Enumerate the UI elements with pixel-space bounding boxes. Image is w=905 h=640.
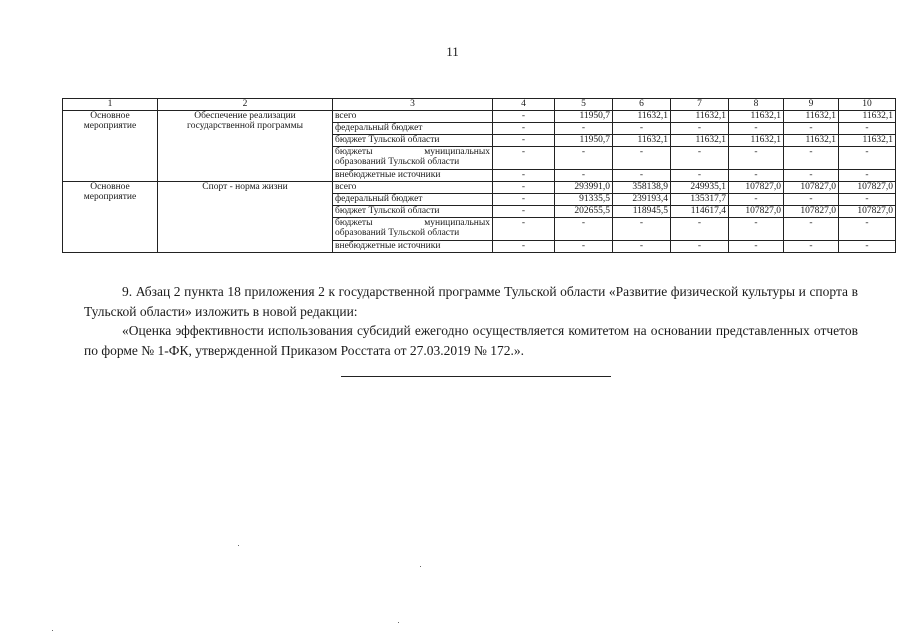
amount-cell: - xyxy=(784,193,839,205)
amount-cell: 11632,1 xyxy=(729,134,784,146)
column-4-cell: - xyxy=(493,205,555,217)
activity-name-cell: Обеспечение реализации государственной программы xyxy=(158,110,333,181)
amount-cell: 107827,0 xyxy=(839,205,896,217)
scan-speck xyxy=(420,566,421,567)
column-4-cell: - xyxy=(493,181,555,193)
column-header: 3 xyxy=(333,99,493,111)
column-header: 2 xyxy=(158,99,333,111)
funding-source-cell: бюджеты муниципальных образований Тульской области xyxy=(333,217,493,240)
amount-cell: - xyxy=(729,122,784,134)
amount-cell: - xyxy=(839,217,896,240)
amount-cell: 239193,4 xyxy=(613,193,671,205)
column-header: 1 xyxy=(63,99,158,111)
amount-cell: - xyxy=(613,146,671,169)
amount-cell: - xyxy=(784,146,839,169)
amount-cell: - xyxy=(784,169,839,181)
amount-cell: 107827,0 xyxy=(729,181,784,193)
paragraph-quote: «Оценка эффективности использования субсидий ежегодно осуществляется комитетом на основании представленных отчетов по форме № 1-ФК, утвержденной Приказом Росстата от 27.03.2019 № 172.». xyxy=(84,323,858,358)
funding-source-cell: бюджеты муниципальных образований Тульской области xyxy=(333,146,493,169)
amount-cell: 11632,1 xyxy=(671,134,729,146)
amount-cell: - xyxy=(729,193,784,205)
separator-rule xyxy=(341,376,611,377)
amount-cell: 107827,0 xyxy=(839,181,896,193)
amount-cell: - xyxy=(671,240,729,252)
amount-cell: 91335,5 xyxy=(555,193,613,205)
page-number: 11 xyxy=(446,44,459,59)
amount-cell: 293991,0 xyxy=(555,181,613,193)
amount-cell: - xyxy=(671,122,729,134)
amount-cell: 118945,5 xyxy=(613,205,671,217)
column-4-cell: - xyxy=(493,193,555,205)
funding-source-cell: внебюджетные источники xyxy=(333,169,493,181)
amount-cell: 11632,1 xyxy=(839,134,896,146)
scan-speck xyxy=(238,545,239,546)
funding-source-cell: бюджет Тульской области xyxy=(333,134,493,146)
amount-cell: - xyxy=(784,240,839,252)
activity-name-cell: Спорт - норма жизни xyxy=(158,181,333,252)
amount-cell: 114617,4 xyxy=(671,205,729,217)
amount-cell: 11632,1 xyxy=(613,134,671,146)
amount-cell: - xyxy=(671,169,729,181)
column-4-cell: - xyxy=(493,146,555,169)
amount-cell: 249935,1 xyxy=(671,181,729,193)
amount-cell: 107827,0 xyxy=(729,205,784,217)
column-header: 4 xyxy=(493,99,555,111)
amount-cell: - xyxy=(613,122,671,134)
scan-speck xyxy=(398,622,399,623)
financing-table xyxy=(62,98,896,253)
amount-cell: - xyxy=(671,217,729,240)
amount-cell: 135317,7 xyxy=(671,193,729,205)
column-4-cell: - xyxy=(493,122,555,134)
amount-cell: 11950,7 xyxy=(555,134,613,146)
amount-cell: 11632,1 xyxy=(729,110,784,122)
amount-cell: - xyxy=(613,240,671,252)
column-header: 7 xyxy=(671,99,729,111)
amount-cell: - xyxy=(555,217,613,240)
funding-source-cell: федеральный бюджет xyxy=(333,193,493,205)
amount-cell: - xyxy=(555,122,613,134)
amount-cell: - xyxy=(839,193,896,205)
amount-cell: - xyxy=(839,122,896,134)
table-row xyxy=(63,181,896,193)
amount-cell: - xyxy=(784,217,839,240)
scan-speck xyxy=(52,630,53,631)
amount-cell: - xyxy=(613,169,671,181)
amount-cell: 358138,9 xyxy=(613,181,671,193)
funding-source-cell: всего xyxy=(333,110,493,122)
amount-cell: 11632,1 xyxy=(784,110,839,122)
column-header: 5 xyxy=(555,99,613,111)
amount-cell: 107827,0 xyxy=(784,181,839,193)
amount-cell: 11632,1 xyxy=(784,134,839,146)
column-4-cell: - xyxy=(493,217,555,240)
table-header-row xyxy=(63,99,896,111)
amount-cell: - xyxy=(729,169,784,181)
amount-cell: - xyxy=(784,122,839,134)
amount-cell: - xyxy=(839,240,896,252)
column-header: 8 xyxy=(729,99,784,111)
amount-cell: - xyxy=(729,217,784,240)
activity-type-cell: Основное мероприятие xyxy=(63,110,158,181)
amount-cell: - xyxy=(555,146,613,169)
amount-cell: 11950,7 xyxy=(555,110,613,122)
amount-cell: 11632,1 xyxy=(613,110,671,122)
funding-source-cell: всего xyxy=(333,181,493,193)
column-header: 6 xyxy=(613,99,671,111)
funding-source-cell: бюджет Тульской области xyxy=(333,205,493,217)
column-4-cell: - xyxy=(493,169,555,181)
amount-cell: - xyxy=(729,146,784,169)
amount-cell: - xyxy=(555,169,613,181)
amount-cell: - xyxy=(613,217,671,240)
amount-cell: - xyxy=(839,169,896,181)
funding-source-cell: внебюджетные источники xyxy=(333,240,493,252)
amount-cell: - xyxy=(729,240,784,252)
amount-cell: - xyxy=(555,240,613,252)
amount-cell: - xyxy=(671,146,729,169)
column-4-cell: - xyxy=(493,240,555,252)
column-header: 9 xyxy=(784,99,839,111)
column-header: 10 xyxy=(839,99,896,111)
funding-source-cell: федеральный бюджет xyxy=(333,122,493,134)
amount-cell: 11632,1 xyxy=(839,110,896,122)
activity-type-cell: Основное мероприятие xyxy=(63,181,158,252)
paragraph-amendment: 9. Абзац 2 пункта 18 приложения 2 к государственной программе Тульской области «Развитие физической культуры и спорта в Тульской области» изложить в новой редакции: xyxy=(84,284,858,319)
amount-cell: 202655,5 xyxy=(555,205,613,217)
table-row xyxy=(63,110,896,122)
column-4-cell: - xyxy=(493,110,555,122)
column-4-cell: - xyxy=(493,134,555,146)
amount-cell: - xyxy=(839,146,896,169)
amount-cell: 11632,1 xyxy=(671,110,729,122)
amount-cell: 107827,0 xyxy=(784,205,839,217)
